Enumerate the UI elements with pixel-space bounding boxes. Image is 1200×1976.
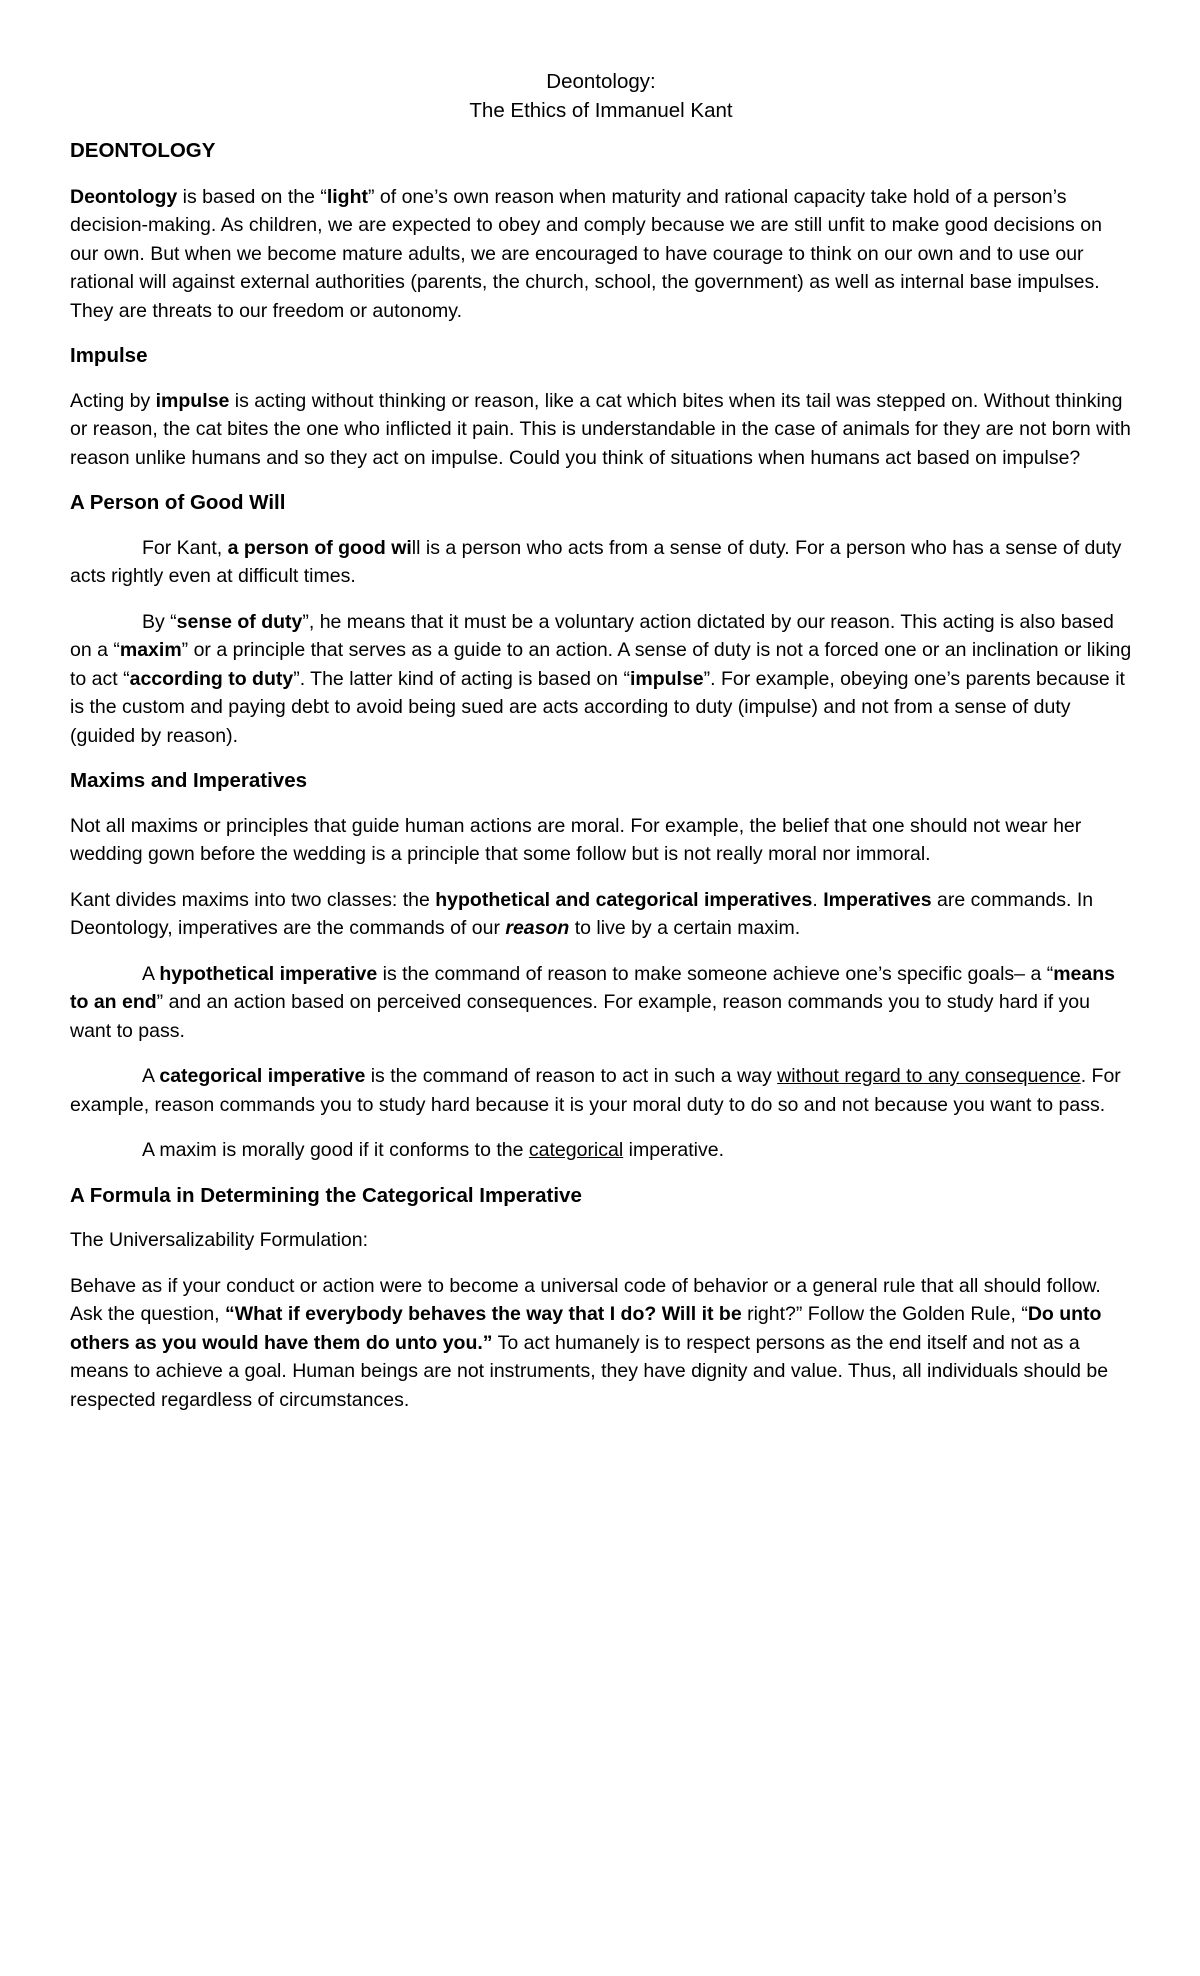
underlined-categorical: categorical: [528, 1139, 624, 1161]
term-what-if-everybody: “What if everybody behaves the way that I do? Will it be: [225, 1303, 742, 1325]
heading-good-will: A Person of Good Will: [70, 491, 286, 514]
term-impulse: impulse: [155, 389, 230, 412]
document-page: [70, 68, 1132, 1431]
maxims-paragraph-5: A maxim is morally good if it conforms to the categorical imperative.: [142, 1139, 724, 1161]
term-reason: reason: [505, 917, 570, 939]
maxims-paragraph-1: Not all maxims or principles that guide human actions are moral. For example, the belief that one should not wear her wedding gown before the wedding is a principle that some follow but is not really moral nor immoral.: [70, 814, 1082, 865]
heading-impulse: Impulse: [70, 344, 148, 367]
formula-paragraph-2: Behave as if your conduct or action were to become a universal code of behavior or a general rule that all should follow. Ask the question, “What if everybody behaves the way that I do? Will it be right?” Follow the Golden Rule, “Do unto others as you would have them do unto you.” To act humanely is to respect persons as the end itself and not as a means to achieve a goal. Human beings are not instruments, they have dignity and value. Thus, all individuals should be respected regardless of circumstances.: [70, 1274, 1109, 1411]
impulse-paragraph: Acting by impulse is acting without thinking or reason, like a cat which bites when its tail was stepped on. Without thinking or reason, the cat bites the one who inflicted it pain. This is understandable in the case of animals for they are not born with reason unlike humans and so they act on impulse. Could you think of situations when humans act based on impulse?: [70, 389, 1131, 469]
underlined-without-regard: without regard to any consequence: [777, 1065, 1081, 1087]
term-hypothetical-imperative: hypothetical imperative: [159, 962, 378, 985]
term-golden-rule: Do unto others as you would have them do unto you.”: [70, 1303, 1102, 1354]
heading-deontology: DEONTOLOGY: [70, 139, 216, 162]
term-deontology: Deontology: [70, 185, 178, 208]
term-means-to-an-end: means to an end: [70, 962, 1115, 1013]
document-title-line-2: The Ethics of Immanuel Kant: [469, 98, 733, 122]
maxims-paragraph-3: A hypothetical imperative is the command of reason to make someone achieve one’s specific goals– a “means to an end” and an action based on perceived consequences. For example, reason commands you to study hard if you want to pass.: [70, 962, 1115, 1042]
maxims-paragraph-2: Kant divides maxims into two classes: the hypothetical and categorical imperatives. Imperatives are commands. In Deontology, imperatives are the commands of our reason to live by a certain maxim.: [70, 888, 1094, 939]
term-light: light: [326, 185, 368, 208]
term-categorical-imperative: categorical imperative: [159, 1065, 366, 1087]
term-maxim: maxim: [119, 639, 182, 661]
term-person-of-good-will: a person of good wi: [227, 536, 412, 559]
good-will-paragraph-1: For Kant, a person of good will is a person who acts from a sense of duty. For a person who has a sense of duty acts rightly even at difficult times.: [70, 536, 1122, 587]
term-according-to-duty: according to duty: [129, 667, 294, 690]
heading-maxims: Maxims and Imperatives: [70, 769, 307, 792]
term-sense-of-duty: sense of duty: [176, 610, 303, 633]
formula-paragraph-1: The Universalizability Formulation:: [70, 1229, 369, 1251]
heading-formula: A Formula in Determining the Categorical Imperative: [70, 1183, 582, 1207]
term-imperatives: Imperatives: [823, 888, 932, 911]
maxims-paragraph-4: A categorical imperative is the command of reason to act in such a way without regard to any consequence. For example, reason commands you to study hard because it is your moral duty to do so and not because you want to pass.: [70, 1065, 1121, 1116]
term-hypothetical-categorical: hypothetical and categorical imperatives: [435, 888, 813, 911]
intro-paragraph: Deontology is based on the “light” of one’s own reason when maturity and rational capacity take hold of a person’s decision-making. As children, we are expected to obey and comply because we are still unfit to make good decisions on our own. But when we become mature adults, we are encouraged to have courage to think on our own and to use our rational will against external authorities (parents, the church, school, the government) as well as internal base impulses. They are threats to our freedom or autonomy.: [70, 185, 1102, 322]
good-will-paragraph-2: By “sense of duty”, he means that it must be a voluntary action dictated by our reason. This acting is also based on a “maxim” or a principle that serves as a guide to an action. A sense of duty is not a forced one or an inclination or liking to act “according to duty”. The latter kind of acting is based on “impulse”. For example, obeying one’s parents because it is the custom and paying debt to avoid being sued are acts according to duty (impulse) and not from a sense of duty (guided by reason).: [70, 610, 1132, 747]
document-title-line-1: Deontology:: [546, 70, 656, 93]
term-impulse-2: impulse: [629, 667, 704, 690]
